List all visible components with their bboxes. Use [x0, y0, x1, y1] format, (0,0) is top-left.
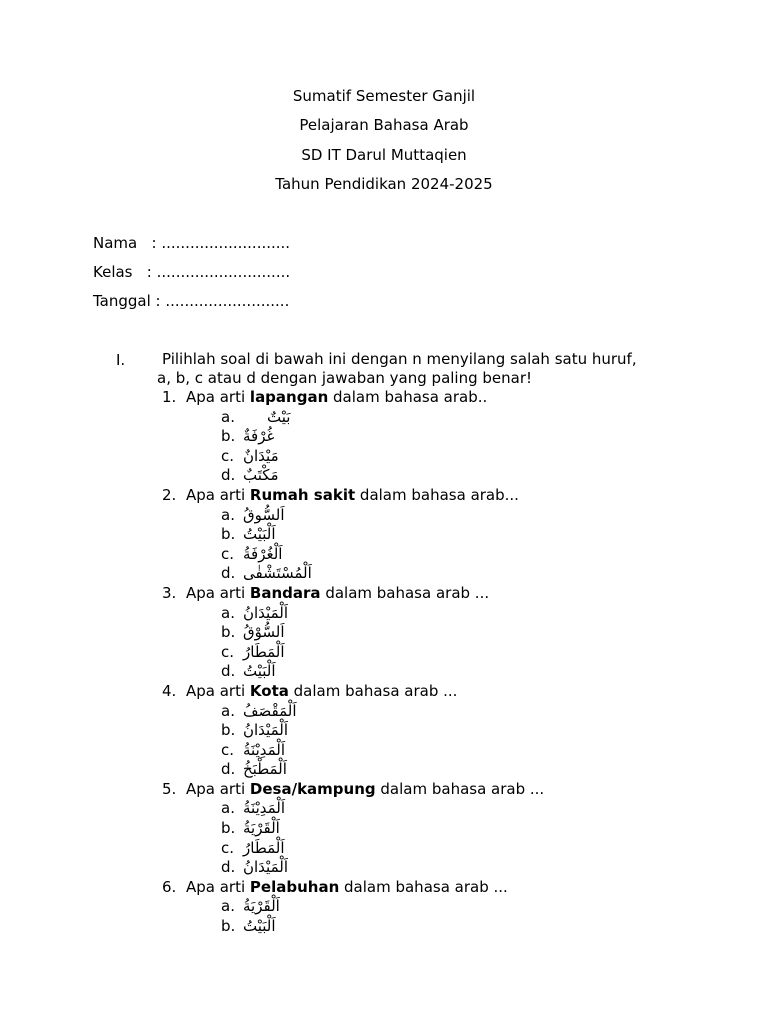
option-1-d[interactable]: [162, 466, 722, 486]
field-tanggal: Tanggal : ..........................: [93, 292, 290, 310]
option-arabic-text: اَلْمَطَارُ: [243, 642, 285, 661]
option-letter: a.: [221, 603, 235, 622]
question-number: 6.: [162, 877, 177, 896]
option-arabic-text: مَيْدَانٌ: [243, 446, 279, 465]
option-letter: b.: [221, 917, 236, 936]
question-number: 5.: [162, 779, 177, 798]
option-letter: c.: [221, 740, 235, 759]
option-3-b[interactable]: [162, 623, 722, 643]
question-text-end: dalam bahasa arab ...: [339, 877, 508, 896]
option-letter: a.: [221, 407, 235, 426]
question-number: 3.: [162, 583, 177, 602]
option-arabic-text: اَلْقَرْيَةُ: [243, 819, 280, 838]
option-5-c[interactable]: [162, 839, 722, 859]
option-4-a[interactable]: [162, 702, 722, 722]
option-4-d[interactable]: [162, 760, 722, 780]
option-5-d[interactable]: [162, 858, 722, 878]
option-letter: d.: [221, 662, 236, 681]
question-number: 1.: [162, 388, 177, 406]
option-arabic-text: اَلْمَدِيْنَةُ: [243, 799, 286, 818]
option-arabic-text: اَلْمَدِيْنَةُ: [243, 740, 286, 759]
option-2-c[interactable]: [162, 545, 722, 565]
question-keyword: Bandara: [249, 583, 321, 602]
header-title: Sumatif Semester Ganjil: [292, 87, 476, 105]
option-arabic-text: اَلْمَيْدَانُ: [243, 858, 288, 877]
option-arabic-text: اَلْبَيْتُ: [243, 662, 276, 681]
question-text-end: dalam bahasa arab...: [355, 485, 519, 504]
instruction-line-1: Pilihlah soal di bawah ini dengan n menyilang salah satu huruf,: [162, 350, 637, 368]
option-arabic-text: اَلْمَطْبَخُ: [243, 760, 287, 779]
option-letter: b.: [221, 721, 236, 740]
question-number: 4.: [162, 681, 177, 700]
option-letter: d.: [221, 466, 236, 485]
question-6: [162, 878, 722, 898]
question-text-end: dalam bahasa arab..: [328, 388, 488, 406]
question-number: 2.: [162, 485, 177, 504]
question-text: Apa arti: [186, 877, 250, 896]
option-arabic-text: بَيْتٌ: [267, 407, 291, 426]
question-5: [162, 780, 722, 800]
question-text: Apa arti: [186, 388, 250, 406]
option-letter: a.: [221, 897, 235, 916]
option-letter: c.: [221, 446, 235, 465]
option-3-a[interactable]: [162, 604, 722, 624]
option-letter: c.: [221, 838, 235, 857]
instruction-text: [157, 350, 722, 388]
header-school: SD IT Darul Muttaqien: [301, 145, 467, 164]
field-kelas: Kelas : ............................: [93, 263, 291, 281]
option-letter: a.: [221, 799, 235, 818]
question-keyword: Desa/kampung: [249, 779, 376, 798]
option-arabic-text: اَلسُّوقُ: [243, 505, 285, 524]
option-arabic-text: اَلْمَيْدَانُ: [243, 603, 288, 622]
option-5-a[interactable]: [162, 799, 722, 819]
option-letter: d.: [221, 858, 236, 877]
instruction-line-2: a, b, c atau d dengan jawaban yang paling benar!: [157, 369, 533, 387]
option-arabic-text: مَكْتَبٌ: [243, 466, 279, 485]
option-2-a[interactable]: [162, 506, 722, 526]
option-arabic-text: اَلْمَطَارُ: [243, 838, 285, 857]
option-arabic-text: اَلْبَيْتُ: [243, 525, 276, 544]
question-keyword: Kota: [249, 681, 289, 700]
question-text: Apa arti: [186, 583, 250, 602]
option-5-b[interactable]: [162, 819, 722, 839]
option-2-d[interactable]: [162, 564, 722, 584]
option-arabic-text: اَلْبَيْتُ: [243, 917, 276, 936]
option-arabic-text: اَلْقَرْيَةُ: [243, 897, 280, 916]
question-text-end: dalam bahasa arab ...: [375, 779, 545, 798]
question-keyword: lapangan: [249, 388, 329, 406]
option-6-b[interactable]: [162, 917, 722, 937]
question-2: [162, 486, 722, 506]
option-3-d[interactable]: [162, 662, 722, 682]
option-3-c[interactable]: [162, 643, 722, 663]
question-1: [162, 388, 722, 408]
option-arabic-text: اَلْمُسْتَشْفٰى: [243, 564, 312, 583]
option-6-a[interactable]: [162, 897, 722, 917]
option-4-b[interactable]: [162, 721, 722, 741]
question-keyword: Pelabuhan: [249, 877, 340, 896]
field-nama: Nama : ...........................: [93, 234, 291, 252]
question-keyword: Rumah sakit: [249, 485, 356, 504]
option-arabic-text: اَلْغُرْفَةُ: [243, 544, 283, 563]
option-letter: b.: [221, 623, 236, 642]
document-header: [0, 86, 768, 203]
option-letter: a.: [221, 505, 235, 524]
header-subject: Pelajaran Bahasa Arab: [299, 116, 469, 135]
question-text: Apa arti: [186, 779, 250, 798]
option-arabic-text: اَلْمَقْصَفُ: [243, 701, 297, 720]
option-1-b[interactable]: [162, 427, 722, 447]
option-letter: c.: [221, 544, 235, 563]
question-text-end: dalam bahasa arab ...: [288, 681, 458, 700]
question-4: [162, 682, 722, 702]
question-list: [162, 388, 722, 937]
option-1-c[interactable]: [162, 447, 722, 467]
option-arabic-text: غُرْفَةٌ: [243, 427, 275, 446]
question-text: Apa arti: [186, 485, 250, 504]
question-3: [162, 584, 722, 604]
option-letter: b.: [221, 525, 236, 544]
question-text-end: dalam bahasa arab ...: [320, 583, 490, 602]
header-year: Tahun Pendidikan 2024-2025: [275, 174, 493, 193]
section-number: I.: [116, 351, 126, 369]
option-arabic-text: اَلسُّوْقُ: [243, 623, 285, 642]
option-letter: a.: [221, 701, 235, 720]
option-letter: d.: [221, 564, 236, 583]
option-1-a[interactable]: [162, 408, 722, 428]
option-2-b[interactable]: [162, 525, 722, 545]
question-text: Apa arti: [186, 681, 250, 700]
option-letter: b.: [221, 427, 236, 446]
option-letter: b.: [221, 819, 236, 838]
option-letter: c.: [221, 642, 235, 661]
option-4-c[interactable]: [162, 741, 722, 761]
option-arabic-text: اَلْمَيْدَانُ: [243, 721, 288, 740]
option-letter: d.: [221, 760, 236, 779]
